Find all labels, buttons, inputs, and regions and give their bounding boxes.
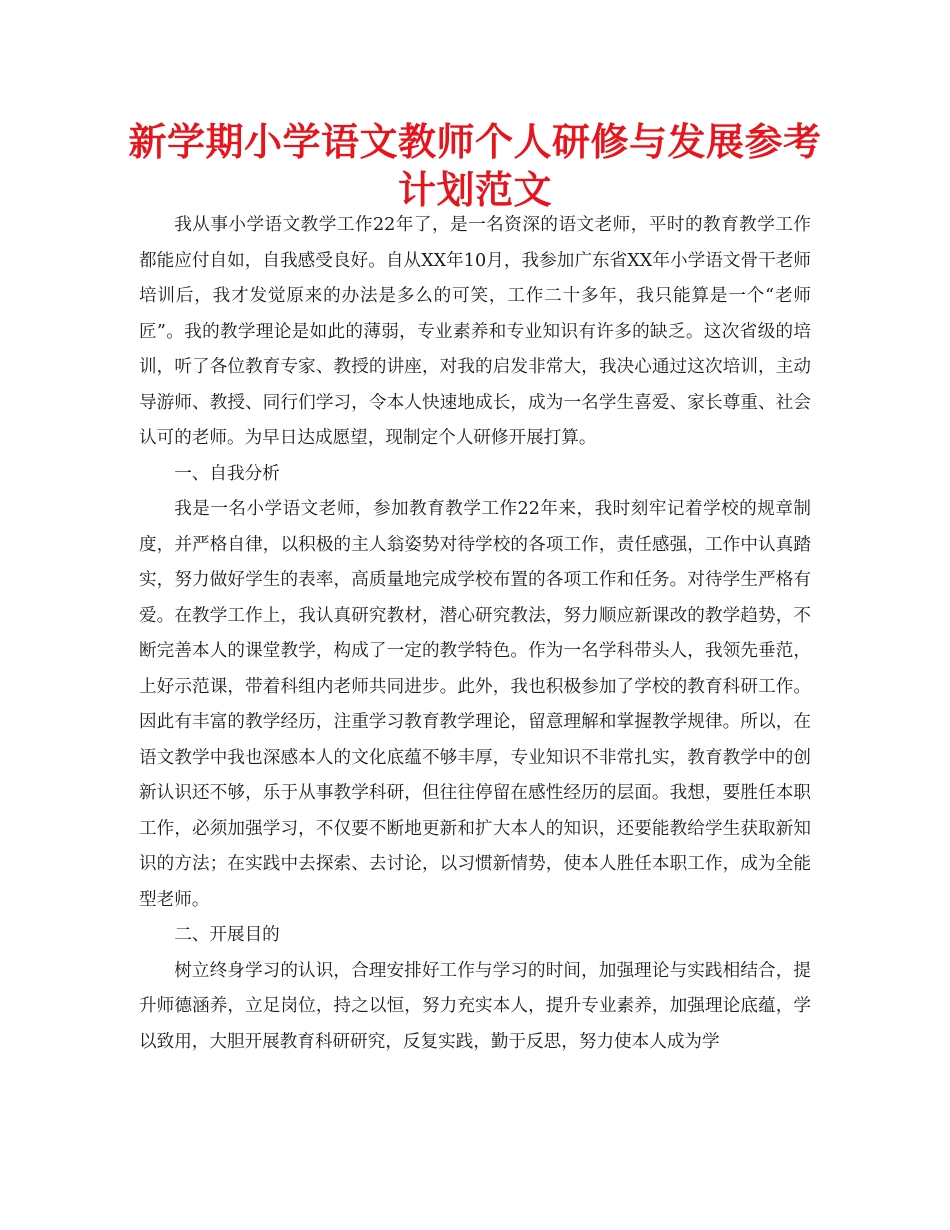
document-title-line-2: 计划范文 [397, 168, 552, 212]
self-analysis-paragraph: 我是一名小学语文老师，参加教育教学工作22年来，我时刻牢记着学校的规章制度，并严格自律，以积极的主人翁姿势对待学校的各项工作，责任感强，工作中认真踏实，努力做好学生的表率，高质量地完成学校布置的各项工作和任务。对待学生严格有爱。在教学工作上，我认真研究教材，潜心研究教法，努力顺应新课改的教学趋势，不断完善本人的课堂教学，构成了一定的教学特色。作为一名学科带头人，我领先垂范，上好示范课，带着科组内老师共同进步。此外，我也积极参加了学校的教育科研工作。因此有丰富的教学经历，注重学习教育教学理论，留意理解和掌握教学规律。所以，在语文教学中我也深感本人的文化底蕴不够丰厚，专业知识不非常扎实，教育教学中的创新认识还不够，乐于从事教学科研，但往往停留在感性经历的层面。我想，要胜任本职工作，必须加强学习，不仅要不断地更新和扩大本人的知识，还要能教给学生获取新知识的方法；在实践中去探索、去讨论，以习惯新情势，使本人胜任本职工作，成为全能型老师。 [139, 499, 811, 910]
intro-paragraph: 我从事小学语文教学工作22年了，是一名资深的语文老师，平时的教育教学工作都能应付自如，自我感受良好。自从XX年10月，我参加广东省XX年小学语文骨干老师培训后，我才发觉原来的办法是多么的可笑，工作二十多年，我只能算是一个“老师匠”。我的教学理论是如此的薄弱，专业素养和专业知识有许多的缺乏。这次省级的培训，听了各位教育专家、教授的讲座，对我的启发非常大，我决心通过这次培训，主动导游师、教授、同行们学习，令本人快速地成长，成为一名学生喜爱、家长尊重、社会认可的老师。为早日达成愿望，现制定个人研修开展打算。 [139, 215, 811, 448]
document-title-line-1: 新学期小学语文教师个人研修与发展参考 [128, 120, 822, 164]
document-body [139, 208, 811, 1060]
goals-paragraph: 树立终身学习的认识，合理安排好工作与学习的时间，加强理论与实践相结合，提升师德涵养，立足岗位，持之以恒，努力充实本人，提升专业素养，加强理论底蕴，学以致用，大胆开展教育科研研究，反复实践，勤于反思，努力使本人成为学 [139, 960, 811, 1052]
section-heading-self-analysis: 一、自我分析 [174, 463, 280, 484]
section-heading-goals: 二、开展目的 [174, 925, 280, 945]
document-title [120, 118, 830, 214]
